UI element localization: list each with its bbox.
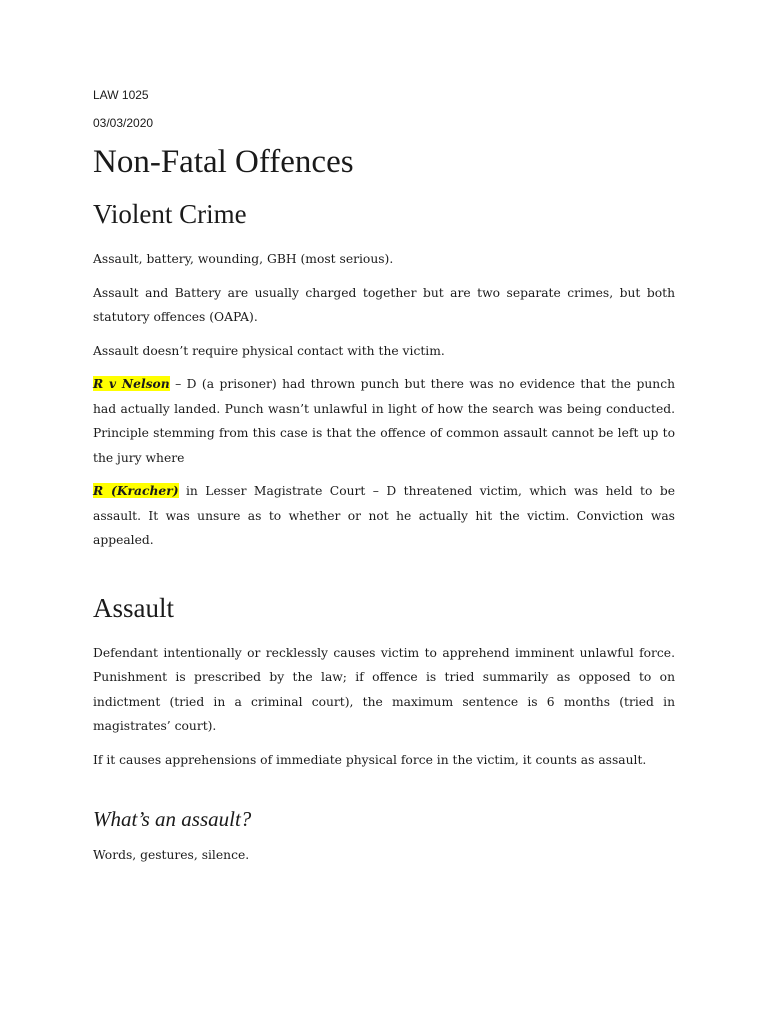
document-title: Non-Fatal Offences bbox=[93, 144, 354, 180]
paragraph: Words, gestures, silence. bbox=[93, 848, 250, 862]
paragraph: Assault, battery, wounding, GBH (most serious). bbox=[93, 252, 394, 266]
case-name-highlight: R v Nelson bbox=[93, 376, 170, 391]
paragraph: Assault doesn’t require physical contact with the victim. bbox=[93, 343, 445, 358]
document-page bbox=[93, 86, 675, 877]
paragraph-case-nelson bbox=[93, 372, 675, 470]
paragraph-case-kracher bbox=[93, 479, 675, 553]
paragraph: Defendant intentionally or recklessly causes victim to apprehend imminent unlawful force. Punishment is prescribed by the law; if offence is tried summarily as opposed to on indictment (tried in a criminal court), the maximum sentence is 6 months (tried in magistrates’ court). bbox=[93, 645, 675, 733]
case-description: in Lesser Magistrate Court – D threatened victim, which was held to be assault. It was unsure as to whether or not he actually hit the victim. Conviction was appealed. bbox=[93, 484, 675, 547]
document-date: 03/03/2020 bbox=[93, 116, 154, 130]
paragraph: Assault and Battery are usually charged together but are two separate crimes, but both statutory offences (OAPA). bbox=[93, 285, 675, 324]
case-description: – D (a prisoner) had thrown punch but there was no evidence that the punch had actually landed. Punch wasn’t unlawful in light of how the search was being conducted. Principle stemming from this case is that the offence of common assault cannot be left up to the jury where bbox=[93, 377, 676, 465]
heading-violent-crime: Violent Crime bbox=[93, 199, 247, 229]
heading-assault: Assault bbox=[93, 592, 174, 623]
heading-whats-an-assault: What’s an assault? bbox=[93, 807, 252, 831]
course-code: LAW 1025 bbox=[93, 88, 149, 102]
paragraph: If it causes apprehensions of immediate physical force in the victim, it counts as assault. bbox=[93, 752, 647, 767]
case-name-highlight: R (Kracher) bbox=[93, 483, 179, 498]
